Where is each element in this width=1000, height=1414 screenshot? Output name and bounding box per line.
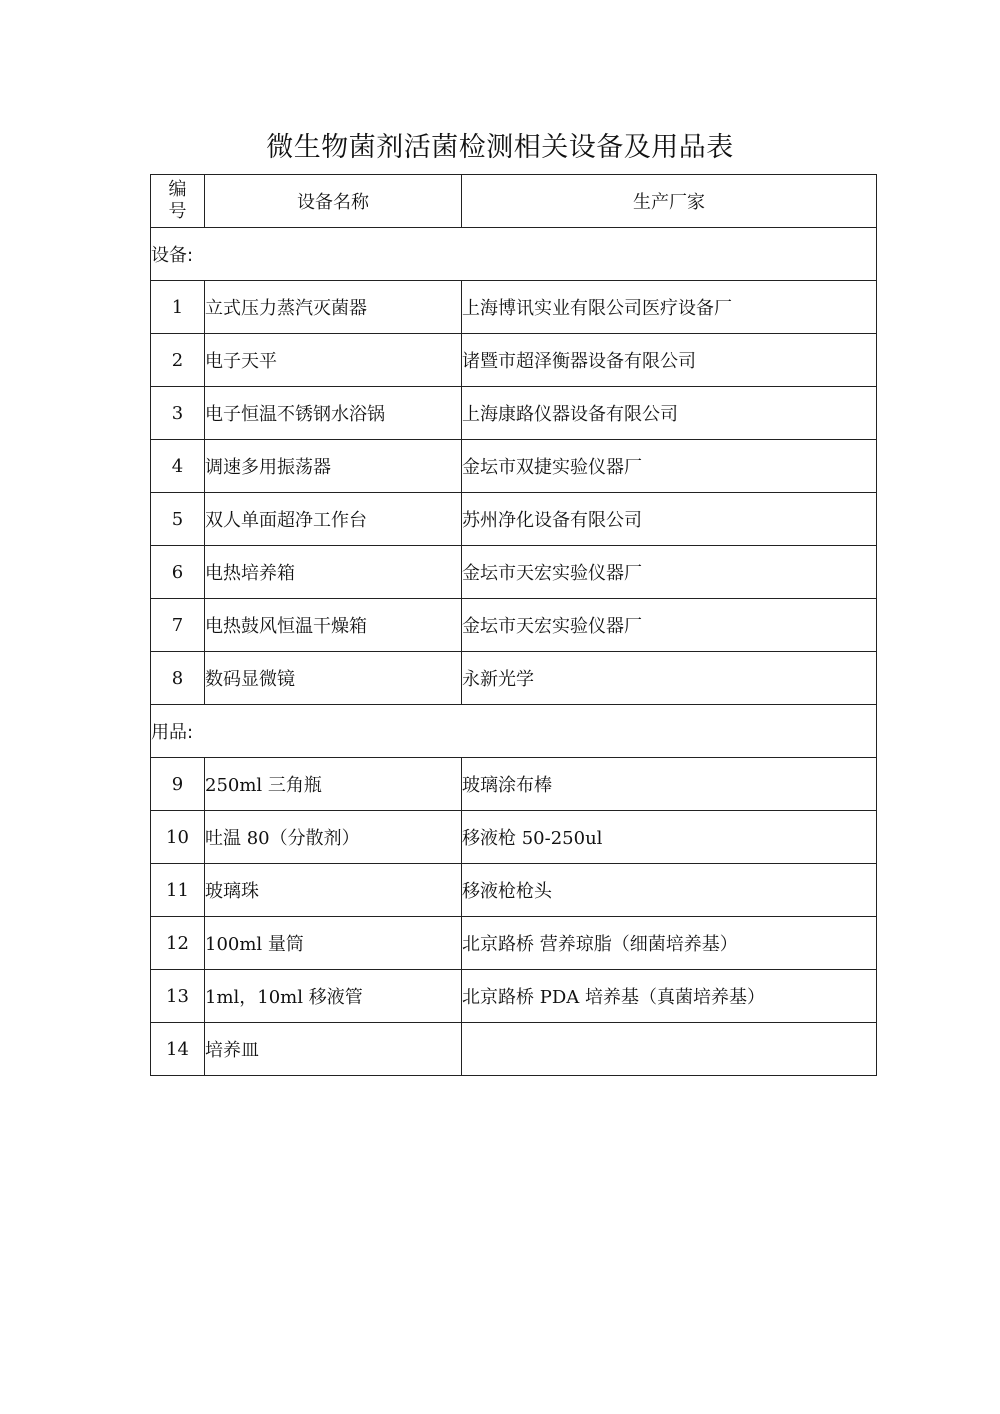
row-number: 10 <box>151 811 205 864</box>
row-maker: 金坛市天宏实验仪器厂 <box>462 546 877 599</box>
row-name: 电热鼓风恒温干燥箱 <box>205 599 462 652</box>
section-row-equipment <box>151 228 877 281</box>
row-maker: 金坛市双捷实验仪器厂 <box>462 440 877 493</box>
table-row <box>151 440 877 493</box>
row-maker: 金坛市天宏实验仪器厂 <box>462 599 877 652</box>
row-maker: 玻璃涂布棒 <box>462 758 877 811</box>
table-row <box>151 917 877 970</box>
row-number: 7 <box>151 599 205 652</box>
table-header-row <box>151 175 877 228</box>
row-name: 电子天平 <box>205 334 462 387</box>
header-manufacturer: 生产厂家 <box>462 175 877 228</box>
table-row <box>151 546 877 599</box>
page-title: 微生物菌剂活菌检测相关设备及用品表 <box>266 132 734 163</box>
row-name: 250ml 三角瓶 <box>205 758 462 811</box>
row-name: 双人单面超净工作台 <box>205 493 462 546</box>
table-row <box>151 599 877 652</box>
table-row <box>151 758 877 811</box>
header-number-line1: 编 <box>168 179 187 200</box>
header-equipment-name: 设备名称 <box>205 175 462 228</box>
row-number: 4 <box>151 440 205 493</box>
row-name: 100ml 量筒 <box>205 917 462 970</box>
header-number-line2: 号 <box>168 201 187 222</box>
row-number: 2 <box>151 334 205 387</box>
row-number: 9 <box>151 758 205 811</box>
section-row-supplies <box>151 705 877 758</box>
table-row <box>151 387 877 440</box>
row-number: 6 <box>151 546 205 599</box>
row-name: 调速多用振荡器 <box>205 440 462 493</box>
row-maker: 苏州净化设备有限公司 <box>462 493 877 546</box>
row-number: 13 <box>151 970 205 1023</box>
row-name: 电子恒温不锈钢水浴锅 <box>205 387 462 440</box>
row-maker: 诸暨市超泽衡器设备有限公司 <box>462 334 877 387</box>
section-label-equipment: 设备: <box>151 228 877 281</box>
row-number: 1 <box>151 281 205 334</box>
row-number: 14 <box>151 1023 205 1076</box>
row-name: 培养皿 <box>205 1023 462 1076</box>
row-name: 电热培养箱 <box>205 546 462 599</box>
row-maker: 北京路桥 PDA 培养基（真菌培养基） <box>462 970 877 1023</box>
row-number: 11 <box>151 864 205 917</box>
row-maker: 上海博讯实业有限公司医疗设备厂 <box>462 281 877 334</box>
table-row <box>151 970 877 1023</box>
table-row <box>151 864 877 917</box>
row-maker: 上海康路仪器设备有限公司 <box>462 387 877 440</box>
row-name: 立式压力蒸汽灭菌器 <box>205 281 462 334</box>
row-name: 1ml，10ml 移液管 <box>205 970 462 1023</box>
table-row <box>151 652 877 705</box>
row-maker: 永新光学 <box>462 652 877 705</box>
row-number: 8 <box>151 652 205 705</box>
row-maker: 北京路桥 营养琼脂（细菌培养基） <box>462 917 877 970</box>
table-row <box>151 493 877 546</box>
row-number: 12 <box>151 917 205 970</box>
row-maker: 移液枪 50-250ul <box>462 811 877 864</box>
table-row <box>151 281 877 334</box>
table-row <box>151 811 877 864</box>
row-number: 3 <box>151 387 205 440</box>
table-row <box>151 334 877 387</box>
row-name: 吐温 80（分散剂） <box>205 811 462 864</box>
table-row <box>151 1023 877 1076</box>
equipment-table <box>150 174 877 1076</box>
row-maker <box>462 1023 877 1076</box>
row-name: 数码显微镜 <box>205 652 462 705</box>
header-number <box>151 175 205 228</box>
section-label-supplies: 用品: <box>151 705 877 758</box>
row-number: 5 <box>151 493 205 546</box>
row-maker: 移液枪枪头 <box>462 864 877 917</box>
row-name: 玻璃珠 <box>205 864 462 917</box>
